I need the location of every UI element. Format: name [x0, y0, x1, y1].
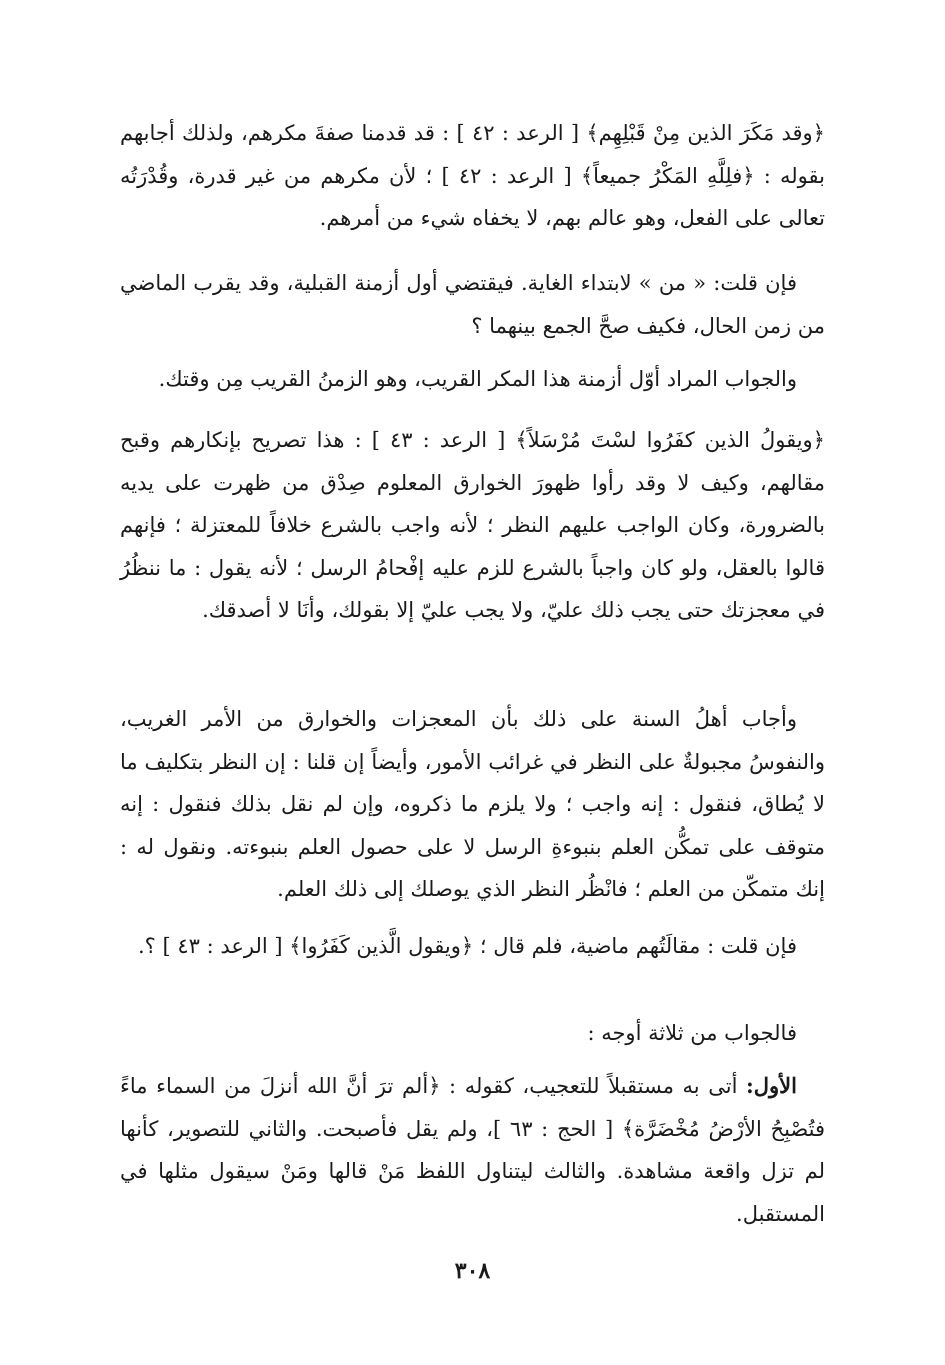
- paragraph-1-block: [120, 112, 825, 240]
- paragraph-7: فالجواب من ثلاثة أوجه :: [587, 1021, 797, 1045]
- paragraph-4: ﴿ويقولُ الذين كفَرُوا لسْتَ مُرْسَلاً﴾ [ الرعد : ٤٣ ] : هذا تصريح بإنكارهم وقبح مقالهم، وكيف لا وقد رأوا ظهورَ الخوارق المعلوم صِدْق من ظهرت على يديه بالضرورة، وكان الواجب عليهم النظر ؛ لأنه واجب بالشرع خلافاً للمعتزلة ؛ فإنهم قالوا بالعقل، ولو كان واجباً بالشرع للزم عليه إفْحامُ الرسل ؛ لأنه يقول : ما ننظُرُ في معجزتك حتى يجب ذلك عليّ، ولا يجب عليّ إلا بقولك، وأنَا لا أصدقك.: [120, 428, 825, 622]
- paragraph-8-text: أتى به مستقبلاً للتعجيب، كقوله : ﴿ألم ترَ أنَّ الله أنزلَ من السماء ماءً فتُصْبِحُ الأرْضُ مُخْضَرَّة﴾ [ الحج : ٦٣ ]، ولم يقل فأصبحت. والثاني للتصوير، كأنها لم تزل واقعة مشاهدة. والثالث ليتناول اللفظ مَنْ قالها ومَنْ سيقول مثلها في المستقبل.: [120, 1074, 825, 1226]
- paragraph-4-block: [120, 419, 825, 632]
- paragraph-5: وأجاب أهلُ السنة على ذلك بأن المعجزات والخوارق من الأمر الغريب، والنفوسُ مجبولةٌ على النظر في غرائب الأمور، وأيضاً إن قلنا : إن النظر بتكليف ما لا يُطاق، فنقول : إنه واجب ؛ ولا يلزم ما ذكروه، وإن لم نقل بذلك فنقول : إنه متوقف على تمكُّن العلم بنبوءةِ الرسل لا على حصول العلم بنبوءته. ونقول له : إنك متمكّن من العلم ؛ فانْظُر النظر الذي يوصلك إلى ذلك العلم.: [120, 707, 825, 901]
- paragraph-7-block: [120, 1012, 825, 1055]
- paragraph-2-block: [120, 262, 825, 347]
- paragraph-6: فإن قلت : مقالَتُهم ماضية، فلم قال ؛ ﴿ويقول الَّذين كَفَرُوا﴾ [ الرعد : ٤٣ ] ؟.: [137, 934, 797, 958]
- paragraph-8: [120, 1065, 825, 1235]
- paragraph-8-lead: الأول:: [746, 1073, 797, 1098]
- paragraph-5-block: [120, 698, 825, 911]
- paragraph-8-block: [120, 1065, 825, 1235]
- paragraph-1: ﴿وقد مَكَرَ الذين مِنْ قَبْلِهِم﴾ [ الرعد : ٤٢ ] : قد قدمنا صفةَ مكرهم، ولذلك أجابهم بقوله : ﴿فلِلَّهِ المَكْرُ جميعاً﴾ [ الرعد : ٤٢ ] ؛ لأن مكرهم من غير قدرة، وقُدْرَتُه تعالى على الفعل، وهو عالم بهم، لا يخفاه شيء من أمرهم.: [120, 121, 825, 230]
- paragraph-3: والجواب المراد أوّل أزمنة هذا المكر القريب، وهو الزمنُ القريب مِن وقتك.: [158, 367, 797, 391]
- paragraph-6-block: [120, 925, 825, 968]
- paragraph-3-block: [120, 358, 825, 401]
- page-number: ٣٠٨: [454, 1258, 491, 1284]
- paragraph-2: فإن قلت: « من » لابتداء الغاية. فيقتضي أول أزمنة القبلية، وقد يقرب الماضي من زمن الحال، فكيف صحَّ الجمع بينهما ؟: [120, 271, 825, 338]
